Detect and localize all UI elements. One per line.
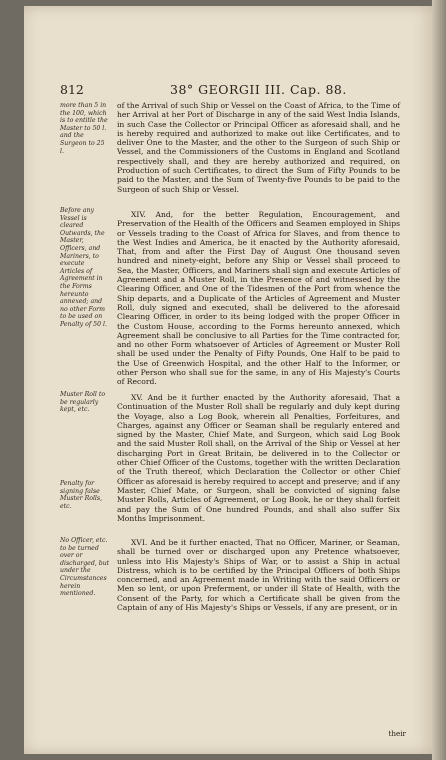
section-xvi [117,538,400,612]
marginal-note: more than 5 in the 100, which is to entitle the Master to 50 l. and the Surgeon to 25 l. [60,102,108,155]
running-head [60,82,400,100]
page-edge [432,0,446,760]
marginal-note: Penalty for signing false Muster Rolls, etc. [60,480,103,510]
paragraph-text: of the Arrival of such Ship or Vessel on the Coast of Africa, to the Time of her Arrival at her Port of Discharge in any of the said West India Islands, in such Case the Collector or Principal Officer as aforesaid shall, and he is hereby required and authorized to make out like Certificates, and to deliver One to the Master, and the other to the Surgeon of such Ship or Vessel, and the Commissioners of the Customs in England and Scotland respectively shall, and they are hereby authorized and required, on Production of such Certificates, to direct the Sum of Fifty Pounds to be paid to the Master, and the Sum of Twenty-five Pounds to be paid to the Surgeon of such Ship or Vessel. [117,101,400,194]
paragraph-text: XVI. And be it further enacted, That no Officer, Mariner, or Seaman, shall be turned over or discharged upon any Pretence whatsoever, unless into His Majesty's Ships of War, or to assist a Ship in actual Distress, which is to be certified by the Principal Officers of both Ships concerned, and an Agreement made in Writing with the said Officers or Men so lent, or upon Preferment, or under ill State of Health, with the Consent of the Party, for which a Certificate shall be given from the Captain of any of His Majesty's Ships or Vessels, if any are present, or in [117,538,400,613]
paragraph-text: XV. And be it further enacted by the Authority aforesaid, That a Continuation of the Muster Roll shall be regularly and duly kept during the Voyage, also a Log Book, wherein all Penalties, Forfeitures, and Charges, against any Officer or Seaman shall be regularly entered and signed by the Master, Chief Mate, and Surgeon, which said Log Book and the said Muster Roll shall, on the Arrival of the Ship or Vessel at her discharging Port in Great Britain, be delivered in to the Collector or other Chief Officer of the Customs, together with the written Declaration of the Truth thereof, which Declaration the Collector or other Chief Officer as aforesaid is hereby required to accept and preserve; and if any Master, Chief Mate, or Surgeon, shall be convicted of signing false Muster Rolls, Articles of Agreement, or Log Book, he or they shall forfeit and pay the Sum of One hundred Pounds, and shall also suffer Six Months Imprisonment. [117,393,400,523]
page-number: 812 [60,82,84,97]
marginal-note: No Officer, etc. to be turned over or discharged, but under the Circumstances herein mentioned. [60,537,110,598]
body-paragraph [117,101,400,194]
section-xiv [117,210,400,387]
section-xv [117,393,400,523]
running-title: 38° GEORGII III. Cap. 88. [170,82,347,97]
marginal-note: Before any Vessel is cleared Outwards, the Master, Officers, and Mariners, to execute Articles of Agreement in the Forms hereunto annexed; and no other Form to be used on Penalty of 50 l. [60,207,107,328]
paragraph-text: XIV. And, for the better Regulation, Encouragement, and Preservation of the Health of the Officers and Seamen employed in Ships or Vessels trading to the Coast of Africa for Slaves, and from thence to the West Indies and America, be it enacted by the Authority aforesaid, That, from and after the First Day of August One thousand seven hundred and ninety-eight, before any Ship or Vessel shall proceed to Sea, the Master, Officers, and Mariners shall sign and execute Articles of Agreement and a Muster Roll, in the Presence of and witnessed by the Clearing Officer, and One of the Tidesmen of the Port from whence the Ship departs, and a Duplicate of the Articles of Agreement and Muster Roll, duly signed and executed, shall be delivered to the aforesaid Clearing Officer, in order to its being lodged with the proper Officer in the Custom House, according to the Forms hereunto annexed, which Agreement shall be conclusive to all Parties for the Time contracted for, and no other Form whatsoever of Articles of Agreement or Muster Roll shall be used under the Penalty of Fifty Pounds, One Half to be paid to the Use of Greenwich Hospital, and the other Half to the Informer, or other Person who shall sue for the same, in any of His Majesty's Courts of Record. [117,210,400,387]
marginal-note: Muster Roll to be regularly kept, etc. [60,391,106,414]
catchword: their [388,729,406,738]
